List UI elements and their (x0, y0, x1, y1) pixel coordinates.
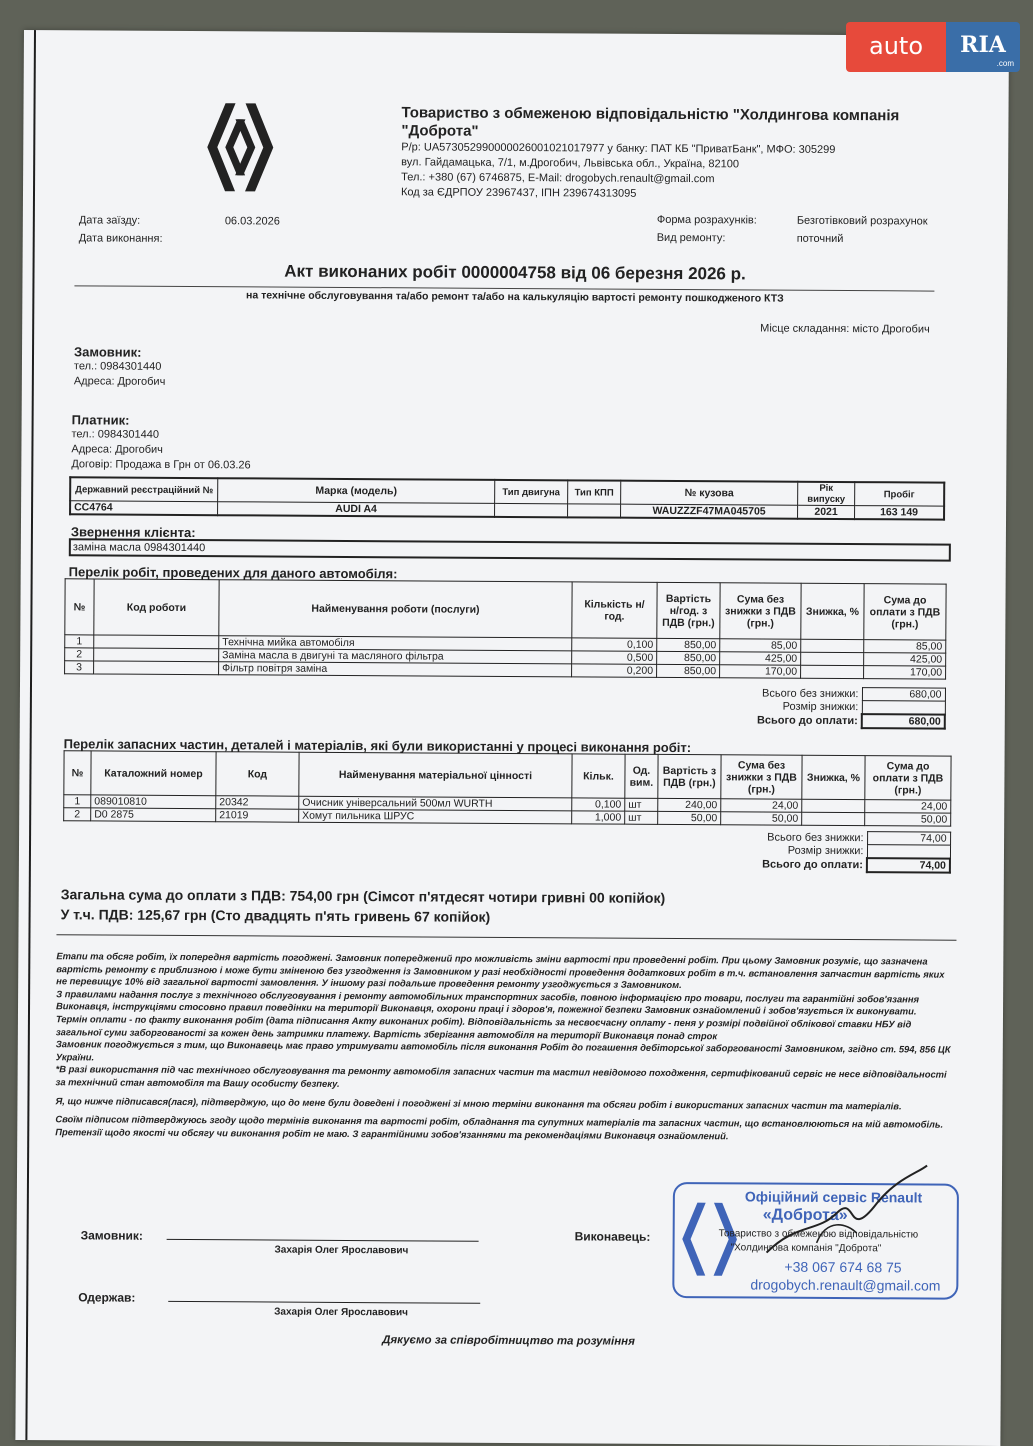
parts-cell: 24,00 (865, 800, 951, 814)
watermark-com: .com (996, 59, 1014, 68)
works-cell: 170,00 (864, 666, 946, 680)
vehicle-value-cell (568, 504, 621, 518)
payer-contract: Договір: Продажа в Грн от 06.03.26 (71, 458, 251, 472)
customer-address: Адреса: Дрогобич (73, 375, 166, 388)
parts-header-cell: Сума без знижки з ПДВ (грн.) (721, 755, 802, 799)
company-name: Товариство з обмеженою відповідальністю "Холдингова компанія "Доброта" (401, 104, 900, 140)
works-header-cell: Сума до оплати з ПДВ (грн.) (864, 584, 946, 640)
parts-cell: D0 2875 (91, 808, 216, 822)
parts-cell: 1,000 (572, 811, 625, 824)
terms-divider (56, 934, 956, 940)
vehicle-value-cell: 2021 (798, 505, 855, 519)
parts-header-cell: Вартість з ПДВ (грн.) (658, 754, 721, 798)
parts-cell: 089010810 (91, 795, 216, 809)
works-header-cell: Знижка, % (801, 583, 864, 639)
customer-phone: тел.: 0984301440 (73, 360, 162, 373)
parts-total-no-discount: 74,00 (867, 832, 950, 846)
parts-cell (802, 812, 865, 825)
vehicle-value-cell: СС4764 (70, 501, 218, 515)
works-cell (94, 648, 219, 662)
parts-cell: 240,00 (658, 798, 721, 811)
works-discount (862, 701, 945, 715)
payment-form-label: Форма розрахунків: (656, 213, 757, 227)
works-total-no-discount-label: Всього без знижки: (762, 687, 859, 701)
payer-block (71, 412, 251, 473)
request-text: заміна масла 0984301440 (69, 538, 951, 561)
vehicle-header-cell: Марка (модель) (218, 478, 495, 503)
place-of-issue: Місце складання: місто Дрогобич (760, 322, 930, 336)
received-sign-line (168, 1301, 480, 1304)
works-cell (801, 665, 864, 678)
parts-header-cell: Сума до оплати з ПДВ (грн.) (865, 756, 951, 801)
company-address: вул. Гайдамацька, 7/1, м.Дрогобич, Львівська обл., Україна, 82100 (401, 156, 740, 171)
vehicle-value-cell (495, 503, 568, 517)
parts-cell: 50,00 (721, 812, 802, 825)
works-cell: 850,00 (657, 638, 720, 651)
payer-phone: тел.: 0984301440 (71, 428, 160, 441)
works-cell: 0,500 (572, 651, 657, 665)
works-total-no-discount: 680,00 (862, 688, 945, 702)
works-totals (680, 686, 946, 730)
works-cell: 2 (65, 648, 94, 661)
parts-heading: Перелік запасних частин, деталей і матеріалів, які були використанні у процесі виконання робіт: (63, 736, 692, 756)
terms-text (55, 950, 956, 1144)
parts-discount-label: Розмір знижки: (787, 844, 864, 858)
signature-scribble-icon (756, 1162, 937, 1263)
grand-total: Загальна сума до оплати з ПДВ: 754,00 грн (Сімсот п'ятдесят чотири гривні 00 копійок) (60, 886, 666, 906)
works-cell: 0,200 (572, 664, 657, 678)
parts-cell: 1 (64, 795, 91, 808)
thanks-text: Дякуємо за співробітництво та розуміння (382, 1334, 635, 1348)
document-subtitle: на технічне обслуговування та/або ремонт та/або на калькуляцію вартості ремонту пошкодженого КТЗ (246, 289, 784, 305)
parts-cell: шт (625, 798, 658, 811)
customer-heading: Замовник: (73, 344, 142, 360)
parts-cell: 24,00 (721, 799, 802, 812)
parts-totals (683, 830, 951, 874)
autoria-watermark (846, 22, 1020, 72)
vehicle-header-cell: Рік випуску (798, 482, 855, 506)
grand-vat: У т.ч. ПДВ: 125,67 грн (Сто двадцять п'ять гривень 67 копійок) (60, 906, 491, 925)
works-cell: 425,00 (720, 652, 801, 665)
parts-total: 74,00 (867, 858, 950, 873)
renault-logo-icon (205, 99, 276, 195)
vehicle-header-cell: № кузова (621, 481, 798, 506)
works-table (64, 578, 947, 679)
works-header-cell: Код роботи (94, 579, 219, 636)
payment-form-value: Безготівковий розрахунок (796, 214, 928, 228)
parts-cell: 50,00 (865, 813, 951, 827)
works-cell: 85,00 (720, 639, 801, 652)
company-contacts: Тел.: +380 (67) 6746875, E-Mail: drogobych.renault@gmail.com (401, 171, 715, 186)
stamp-text: Офіційний сервіс Renault (744, 1188, 923, 1206)
works-cell (94, 661, 219, 675)
company-codes: Код за ЄДРПОУ 23967437, ІПН 239674313095 (400, 186, 637, 200)
vehicle-header-cell: Тип двигуна (495, 480, 568, 504)
executor-sign-label: Виконавець: (574, 1229, 651, 1244)
request-heading: Звернення клієнта: (70, 524, 196, 541)
customer-sign-label: Замовник: (80, 1228, 143, 1243)
received-sign-label: Одержав: (78, 1290, 136, 1305)
works-total: 680,00 (862, 714, 945, 729)
works-cell: 850,00 (657, 664, 720, 677)
parts-cell: 21019 (216, 809, 299, 823)
parts-header-cell: Найменування матеріальної цінності (299, 752, 572, 798)
works-cell (94, 635, 219, 649)
parts-cell (802, 799, 865, 812)
repair-type-label: Вид ремонту: (656, 231, 726, 245)
document-title: Акт виконаних робіт 0000004758 від 06 березня 2026 р. (284, 261, 746, 284)
works-cell: 170,00 (720, 665, 801, 678)
parts-cell: 0,100 (572, 798, 625, 811)
received-sign-name: Захарія Олег Ярославович (274, 1306, 409, 1319)
works-header-cell: Сума без знижки з ПДВ (грн.) (720, 583, 801, 639)
parts-cell: Хомут пильника ШРУС (299, 809, 572, 824)
stamp-text: Товариство з обмеженою відповідальністю (718, 1228, 919, 1241)
works-cell: 425,00 (864, 653, 946, 667)
parts-cell: 50,00 (658, 811, 721, 824)
stamp-text: «Доброта» (762, 1206, 848, 1225)
parts-cell: 20342 (216, 796, 299, 810)
parts-cell: шт (625, 811, 658, 824)
vehicle-table (69, 476, 945, 520)
payer-address: Адреса: Дрогобич (71, 443, 163, 456)
works-cell: 850,00 (657, 651, 720, 664)
works-header-cell: № (65, 579, 94, 635)
parts-header-cell: Од. вим. (625, 754, 658, 798)
works-cell: 0,100 (572, 638, 657, 652)
terms-paragraph: З правилами надання послуг з технічного обслуговування і ремонту автомобільних транспортних засобів, повною інформацією про товари, послуги та гарантійні зобов'язання Виконавця, інструкціями стосовно правил поведінки на території Виконавця, охорони праці і здоров'я, пожежної безпеки Замовник ознайомлений і зобов'язується їх виконувати. (56, 987, 920, 1017)
works-cell: Заміна масла в двигуні та масляного фільтра (219, 649, 572, 664)
company-info (401, 104, 962, 203)
vehicle-value-cell: AUDI A4 (218, 502, 495, 517)
stamp-text: drogobych.renault@gmail.com (750, 1276, 941, 1294)
vehicle-header-cell: Тип КПП (568, 480, 621, 504)
works-heading: Перелік робіт, проведених для даного автомобіля: (68, 564, 398, 582)
parts-header-cell: № (64, 751, 91, 795)
arrival-date-label: Дата заїзду: (78, 214, 141, 227)
vehicle-header-cell: Державний реєстраційний № (70, 477, 218, 501)
works-header-row (65, 579, 946, 640)
document-page (15, 30, 1009, 1446)
watermark-auto: auto (846, 22, 946, 72)
stamp-text: "Холдингова компанія "Доброта" (730, 1242, 882, 1255)
works-discount-label: Розмір знижки: (782, 700, 859, 714)
repair-type-value: поточний (796, 232, 844, 246)
parts-header-cell: Код (216, 752, 299, 797)
customer-block (74, 344, 166, 390)
works-header-cell: Кількість н/год. (572, 582, 657, 639)
terms-paragraph: Я, що нижче підписався(лася), підтверджую, що до мене були доведені і погоджені зі мною терміни виконання та обсяги робіт і використаних запасних частин та матеріалів. (55, 1094, 902, 1111)
vehicle-header-cell: Пробіг (855, 482, 945, 506)
parts-cell: Очисник універсальний 500мл WURTH (299, 796, 572, 811)
terms-paragraph: Своїм підписом підтверджуюсь згоду щодо термінів виконання та вартості робіт, обладнання та супутних матеріалів та запасних частин, що встановлюються на мій автомобіль. Претензії щодо якості чи обсягу чи виконання робіт не маю. З гарантійними зобов'язаннями та рекомендаціями Виконавця ознайомлений. (55, 1113, 944, 1142)
parts-header-row (64, 751, 951, 800)
parts-header-cell: Знижка, % (802, 755, 865, 799)
terms-paragraph: Замовник погоджується з тим, що Виконавець має право утримувати автомобіль після виконання Робіт до погашення дебіторської заборгованості Замовником, згідно ст. 594, 856 ЦК України. (55, 1038, 951, 1063)
terms-paragraph: Етапи та обсяг робіт, їх попередня вартість погоджені. Замовник попереджений про можливість зміни вартості при проведенні робіт. При цьому Замовник розуміє, що зазначена вартість ремонту є приблизною і може бути зміненою без узгодження із Замовником у разі необхідності проведення додаткових робіт в т.ч. встановлення запчастин вартість яких не перевищує 10% від загальної вартості замовлення. У іншому разі подальше проведення ремонту узгоджується з Замовником. (56, 950, 945, 991)
parts-header-cell: Кільк. (572, 754, 625, 798)
works-cell: 1 (65, 635, 94, 648)
works-header-cell: Вартість н/год. з ПДВ (грн.) (657, 582, 720, 638)
works-header-cell: Найменування роботи (послуги) (219, 580, 572, 638)
parts-total-label: Всього до оплати: (762, 858, 863, 872)
works-total-label: Всього до оплати: (756, 714, 858, 728)
works-cell: 3 (65, 661, 94, 674)
company-account: Р/р: UA573052990000026001021017977 у банку: ПАТ КБ "ПриватБанк", МФО: 305299 (401, 141, 836, 156)
customer-sign-name: Захарія Олег Ярославович (274, 1244, 409, 1257)
works-cell: Технічна мийка автомобіля (219, 636, 572, 651)
parts-table (63, 750, 951, 826)
works-cell (801, 639, 864, 652)
vehicle-value-cell: WAUZZZF47MA045705 (621, 504, 798, 519)
arrival-date-value: 06.03.2026 (224, 215, 280, 228)
customer-sign-line (167, 1239, 479, 1242)
done-date-label: Дата виконання: (78, 232, 163, 245)
parts-cell: 2 (64, 808, 91, 821)
stamp-text: +38 067 674 68 75 (784, 1258, 902, 1276)
vehicle-value-cell: 163 149 (855, 506, 945, 520)
parts-total-no-discount-label: Всього без знижки: (767, 831, 864, 845)
parts-header-cell: Каталожний номер (91, 751, 216, 796)
payer-heading: Платник: (71, 412, 130, 428)
parts-discount (867, 845, 950, 859)
works-cell: Фільтр повітря заміна (219, 662, 572, 677)
works-cell (801, 652, 864, 665)
terms-paragraph: *В разі використання під час технічного обслуговування та ремонту автомобіля запасних частин та мастил невідомого походження, сертифікований сервіс не несе відповідальності за технічний стан автомобіля та Вашу особисту безпеку. (55, 1063, 947, 1089)
terms-paragraph: Термін оплати - по факту виконання робіт (дата підписання Акту виконаних робіт). Відповідальність за несвоєчасну оплату - пеня у розмірі подвійної облікової ставки НБУ від загальної суми заборгованості за кожен день затримки платежу. Вартість зберігання автомобіля на території Виконавця понад строк (55, 1013, 912, 1041)
works-cell: 85,00 (864, 640, 946, 654)
watermark-ria: RIA (946, 22, 1020, 72)
